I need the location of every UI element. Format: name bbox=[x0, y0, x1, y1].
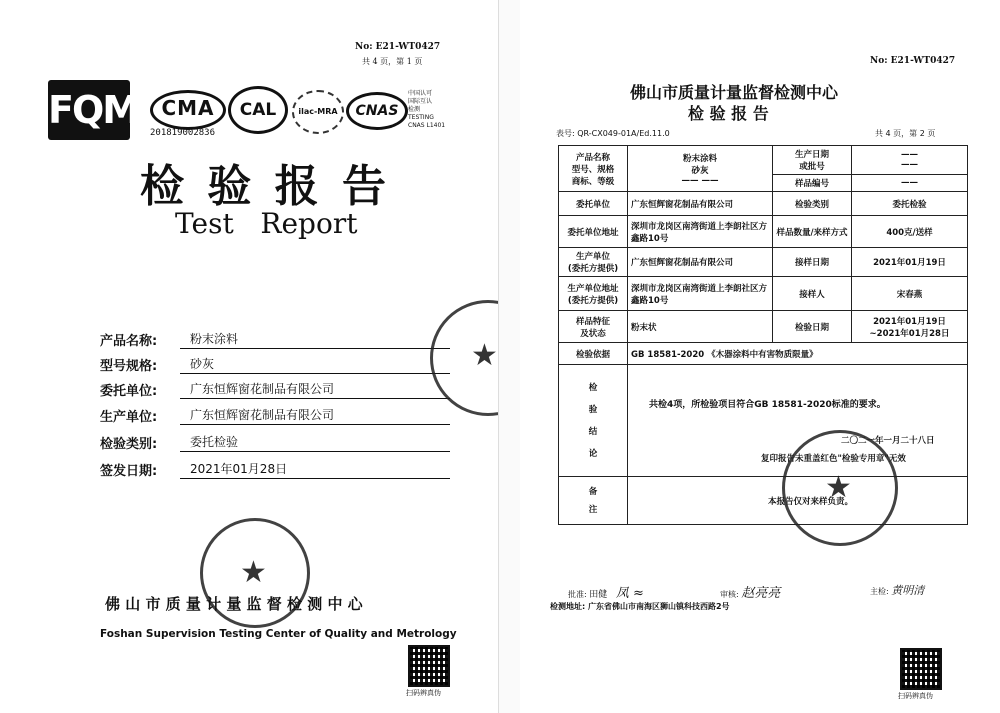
report-cover-page bbox=[0, 0, 498, 713]
org-name-cn: 佛 山 市 质 量 计 量 监 督 检 测 中 心 bbox=[105, 595, 363, 613]
seal-star-icon: ★ bbox=[825, 470, 852, 505]
test-address: 检测地址: 广东省佛山市南海区狮山镇科技西路2号 bbox=[550, 602, 730, 611]
cell-producer-addr-label: 生产单位地址 (委托方提供) bbox=[559, 277, 628, 311]
seal-star-icon: ★ bbox=[471, 338, 498, 373]
cnas-note: 中国认可 国际互认 检测 TESTING CNAS L1401 bbox=[408, 90, 446, 129]
cell-client-addr-value: 深圳市龙岗区南湾街道上李朗社区方鑫路10号 bbox=[628, 216, 773, 248]
cma-logo: CMA bbox=[150, 90, 226, 130]
cell-basis-label: 检验依据 bbox=[559, 343, 628, 365]
cell-product-label: 产品名称 型号、规格 商标、等级 bbox=[559, 146, 628, 192]
cell-sample-state-value: 粉末状 bbox=[628, 311, 773, 343]
tester-signature: 主检: 黄明清 bbox=[870, 584, 925, 597]
cell-product-value: 粉末涂料 砂灰 —— —— bbox=[628, 146, 773, 192]
cell-test-type-value: 委托检验 bbox=[852, 192, 968, 216]
report-number: No: E21-WT0427 bbox=[355, 42, 441, 52]
cell-sample-qty-label: 样品数量/来样方式 bbox=[773, 216, 852, 248]
cell-producer-addr-value: 深圳市龙岗区南湾街道上李朗社区方鑫路10号 bbox=[628, 277, 773, 311]
report-number: No: E21-WT0427 bbox=[870, 56, 956, 66]
cell-basis-value: GB 18581-2020 《木器涂料中有害物质限量》 bbox=[628, 343, 968, 365]
cma-number: 201819002836 bbox=[150, 128, 216, 138]
field-producer: 生产单位: 广东恒辉窗花制品有限公司 bbox=[100, 406, 450, 428]
title-cn: 检 验 报 告 bbox=[140, 161, 390, 212]
cell-test-type-label: 检验类别 bbox=[773, 192, 852, 216]
qr-code-icon bbox=[900, 648, 942, 690]
cell-prod-date-value: —— —— bbox=[852, 146, 968, 175]
qr-code-icon bbox=[408, 645, 450, 687]
qr-caption: 扫码辨真伪 bbox=[406, 689, 441, 697]
cnas-logo: CNAS bbox=[346, 92, 408, 130]
title-en: Test Report bbox=[175, 207, 358, 240]
field-test-type: 检验类别: 委托检验 bbox=[100, 433, 450, 455]
cell-sample-state-label: 样品特征 及状态 bbox=[559, 311, 628, 343]
cell-recv-date-label: 接样日期 bbox=[773, 248, 852, 277]
page-gutter bbox=[498, 0, 522, 713]
cell-conclusion-value: 共检4项，所检验项目符合GB 18581-2020标准的要求。 二〇二一年一月二十八日 复印报告未重盖红色"检验专用章"无效 bbox=[628, 365, 968, 477]
org-title: 佛山市质量计量监督检测中心 bbox=[630, 83, 839, 102]
cell-producer-label: 生产单位 (委托方提供) bbox=[559, 248, 628, 277]
official-seal bbox=[782, 430, 898, 546]
cell-prod-date-label: 生产日期 或批号 bbox=[773, 146, 852, 175]
field-issue-date: 签发日期: 2021年01月28日 bbox=[100, 460, 450, 482]
cell-receiver-label: 接样人 bbox=[773, 277, 852, 311]
cell-sample-no-value: —— bbox=[852, 175, 968, 192]
cell-producer-value: 广东恒辉窗花制品有限公司 bbox=[628, 248, 773, 277]
cell-sample-no-label: 样品编号 bbox=[773, 175, 852, 192]
fqm-logo: FQM bbox=[48, 80, 130, 140]
page-info: 共 4 页，第 2 页 bbox=[875, 129, 936, 138]
qr-caption: 扫码辨真伪 bbox=[898, 692, 933, 700]
form-number: 表号: QR-CX049-01A/Ed.11.0 bbox=[556, 129, 670, 138]
cell-sample-qty-value: 400克/送样 bbox=[852, 216, 968, 248]
field-model-spec: 型号规格: 砂灰 bbox=[100, 355, 450, 377]
cell-conclusion-label: 检 验 结 论 bbox=[559, 365, 628, 477]
field-client: 委托单位: 广东恒辉窗花制品有限公司 bbox=[100, 380, 450, 402]
cell-test-date-value: 2021年01月19日 ~2021年01月28日 bbox=[852, 311, 968, 343]
page-info: 共 4 页，第 1 页 bbox=[362, 57, 423, 66]
cell-remark-label: 备 注 bbox=[559, 477, 628, 525]
report-detail-page bbox=[520, 0, 1000, 713]
seal-star-icon: ★ bbox=[240, 555, 267, 590]
cal-logo: CAL bbox=[228, 86, 288, 134]
cell-client-label: 委托单位 bbox=[559, 192, 628, 216]
cell-remark-value: 本报告仅对来样负责。 bbox=[628, 477, 968, 525]
reviewer-signature: 审核: 赵亮亮 bbox=[720, 586, 781, 601]
org-name-en: Foshan Supervision Testing Center of Quality and Metrology bbox=[100, 628, 457, 640]
cell-client-value: 广东恒辉窗花制品有限公司 bbox=[628, 192, 773, 216]
ilac-mra-logo: ilac-MRA bbox=[292, 90, 344, 134]
field-product-name: 产品名称: 粉末涂料 bbox=[100, 330, 450, 352]
approver-signature: 批准: 田健 凤 ≈ bbox=[568, 586, 644, 601]
report-table bbox=[558, 145, 968, 525]
cell-test-date-label: 检验日期 bbox=[773, 311, 852, 343]
cell-client-addr-label: 委托单位地址 bbox=[559, 216, 628, 248]
cell-receiver-value: 宋春燕 bbox=[852, 277, 968, 311]
cell-recv-date-value: 2021年01月19日 bbox=[852, 248, 968, 277]
doc-title: 检 验 报 告 bbox=[688, 104, 769, 123]
